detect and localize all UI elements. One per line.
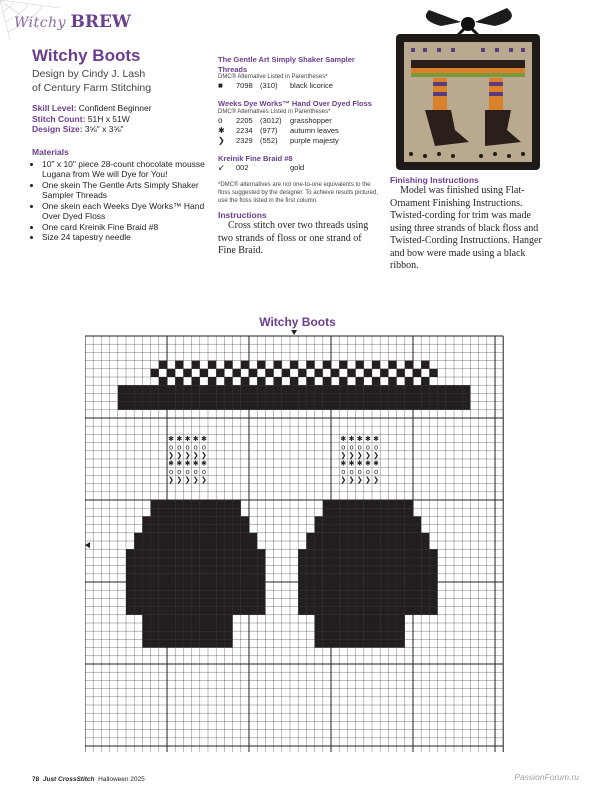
list-item: • One skein The Gentle Arts Simply Shaker Sampler Threads: [42, 180, 222, 201]
design-size: Design Size: 3⅝" x 3⅝": [32, 124, 124, 134]
instructions-heading: Instructions: [218, 210, 267, 220]
svg-text:↙: ↙: [381, 607, 388, 616]
svg-text:↙: ↙: [200, 623, 207, 632]
svg-text:o: o: [341, 443, 346, 452]
list-item: • Size 24 tapestry needle: [42, 232, 222, 243]
instructions-text: Cross stitch over two threads using two strands of floss or one strand of Fine Braid.: [218, 220, 369, 256]
svg-text:❯: ❯: [176, 476, 183, 485]
svg-text:o: o: [357, 467, 362, 476]
svg-text:↙: ↙: [209, 615, 216, 624]
svg-text:o: o: [365, 443, 371, 452]
header-brew: BREW: [70, 12, 132, 32]
svg-text:↙: ↙: [381, 623, 388, 632]
svg-text:o: o: [357, 443, 362, 452]
svg-text:↙: ↙: [364, 599, 371, 608]
svg-text:o: o: [349, 443, 354, 452]
svg-text:❯: ❯: [200, 451, 207, 460]
floss-group-kreinik: Kreinik Fine Braid #8 ↙ 002 gold: [218, 154, 378, 174]
svg-text:✱: ✱: [348, 459, 355, 468]
designer-line-1: Design by Cindy J. Lash: [32, 68, 146, 80]
svg-text:↙: ↙: [192, 615, 199, 624]
svg-text:o: o: [341, 467, 346, 476]
materials-list: [32, 159, 222, 243]
materials-heading: Materials: [32, 146, 69, 157]
list-item: • One card Kreinik Fine Braid #8: [42, 222, 222, 233]
svg-text:↙: ↙: [217, 615, 224, 624]
svg-text:✱: ✱: [364, 459, 371, 468]
svg-text:✱: ✱: [200, 435, 207, 444]
svg-text:✱: ✱: [364, 435, 371, 444]
svg-text:↙: ↙: [381, 615, 388, 624]
svg-text:✱: ✱: [184, 459, 191, 468]
svg-text:❯: ❯: [356, 451, 363, 460]
header-witchy: Witchy: [14, 15, 67, 31]
svg-text:✱: ✱: [348, 435, 355, 444]
floss-row: ↙ 002 gold: [218, 163, 305, 172]
svg-text:✱: ✱: [373, 459, 380, 468]
svg-text:❯: ❯: [176, 451, 183, 460]
svg-text:o: o: [185, 443, 190, 452]
svg-text:↙: ↙: [364, 623, 371, 632]
floss-group-weeks: Weeks Dye Works™ Hand Over Dyed Floss DMC® Alternatives Listed in Parentheses* o 2205 (3012) grasshopper ✱ 2234 (977) autumn leaves ❯ 2329 (552) purple majesty: [218, 99, 378, 146]
svg-text:↙: ↙: [217, 607, 224, 616]
svg-text:❯: ❯: [184, 451, 191, 460]
svg-text:↙: ↙: [209, 599, 216, 608]
svg-text:✱: ✱: [373, 435, 380, 444]
svg-text:❯: ❯: [364, 476, 371, 485]
circle-symbol: o: [218, 115, 223, 125]
svg-text:o: o: [193, 467, 198, 476]
svg-text:o: o: [177, 467, 182, 476]
svg-text:o: o: [193, 443, 198, 452]
svg-text:↙: ↙: [364, 607, 371, 616]
floss-row: ✱ 2234 (977) autumn leaves: [218, 125, 339, 135]
svg-text:o: o: [201, 467, 207, 476]
svg-text:❯: ❯: [192, 451, 199, 460]
svg-text:❯: ❯: [168, 476, 175, 485]
svg-text:↙: ↙: [209, 607, 216, 616]
page-title: Witchy Boots: [32, 46, 141, 65]
svg-text:↙: ↙: [373, 607, 380, 616]
intro-column: [32, 42, 222, 243]
page-footer: [32, 776, 145, 783]
svg-text:↙: ↙: [373, 615, 380, 624]
svg-text:o: o: [177, 443, 182, 452]
svg-text:❯: ❯: [348, 476, 355, 485]
svg-text:↙: ↙: [192, 599, 199, 608]
svg-text:↙: ↙: [381, 599, 388, 608]
floss-row: o 2205 (3012) grasshopper: [218, 115, 332, 125]
svg-text:↙: ↙: [389, 623, 396, 632]
svg-text:↙: ↙: [192, 607, 199, 616]
floss-column: [218, 55, 378, 258]
svg-text:o: o: [168, 443, 174, 452]
center-arrow-top: [291, 330, 297, 335]
svg-text:✱: ✱: [168, 459, 175, 468]
svg-text:✱: ✱: [184, 435, 191, 444]
svg-text:✱: ✱: [176, 459, 183, 468]
svg-text:↙: ↙: [373, 599, 380, 608]
svg-text:o: o: [373, 467, 379, 476]
section-header: [14, 12, 131, 34]
finishing-heading: Finishing Instructions: [390, 175, 479, 185]
svg-text:❯: ❯: [340, 451, 347, 460]
svg-text:↙: ↙: [192, 623, 199, 632]
svg-text:↙: ↙: [373, 623, 380, 632]
svg-text:❯: ❯: [364, 451, 371, 460]
svg-text:o: o: [365, 467, 371, 476]
chart-title: Witchy Boots: [259, 315, 336, 329]
svg-text:↙: ↙: [209, 623, 216, 632]
svg-text:↙: ↙: [217, 599, 224, 608]
svg-text:❯: ❯: [200, 476, 207, 485]
svg-text:✱: ✱: [340, 435, 347, 444]
list-item: • One skein each Weeks Dye Works™ Hand Over Dyed Floss: [42, 201, 222, 222]
asterisk-symbol: ✱: [218, 125, 225, 135]
pattern-meta: [32, 103, 222, 135]
black-square-symbol: ■: [218, 81, 223, 90]
ornament-photo: [389, 2, 547, 174]
svg-text:❯: ❯: [373, 451, 380, 460]
svg-text:✱: ✱: [192, 459, 199, 468]
svg-text:❯: ❯: [348, 451, 355, 460]
magazine-name: Just CrossStitch: [42, 776, 95, 783]
center-arrow-left: [85, 542, 90, 548]
list-item: • 10" x 10" piece 28-count chocolate mousse Lugana from We will Dye for You!: [42, 159, 222, 180]
stitch-count: Stitch Count: 51H x 51W: [32, 113, 130, 124]
svg-text:o: o: [201, 443, 207, 452]
svg-text:❯: ❯: [340, 476, 347, 485]
svg-text:✱: ✱: [176, 435, 183, 444]
svg-text:✱: ✱: [356, 459, 363, 468]
finishing-column: [390, 175, 550, 273]
svg-text:❯: ❯: [192, 476, 199, 485]
page-number: 78: [32, 776, 40, 783]
svg-text:↙: ↙: [217, 623, 224, 632]
svg-text:✱: ✱: [340, 459, 347, 468]
svg-text:↙: ↙: [389, 615, 396, 624]
arrow-symbol: ↙: [218, 163, 225, 172]
svg-text:↙: ↙: [200, 607, 207, 616]
svg-text:✱: ✱: [356, 435, 363, 444]
skill-level: Skill Level: Confident Beginner: [32, 103, 152, 113]
svg-text:❯: ❯: [373, 476, 380, 485]
issue-label: Halloween 2025: [98, 776, 145, 783]
chevron-symbol: ❯: [218, 135, 225, 145]
floss-note: *DMC® alternatives are not one-to-one equivalents to the floss suggested by the designer. To achieve results pictured, use the floss listed in the first column.: [218, 182, 378, 204]
svg-text:❯: ❯: [184, 476, 191, 485]
designer-line-2: of Century Farm Stitching: [32, 82, 152, 94]
floss-row: ❯ 2329 (552) purple majesty: [218, 135, 339, 145]
svg-text:↙: ↙: [389, 607, 396, 616]
svg-text:o: o: [168, 467, 174, 476]
svg-text:↙: ↙: [364, 615, 371, 624]
svg-text:✱: ✱: [168, 435, 175, 444]
floss-group-gentle-art: The Gentle Art Simply Shaker Sampler Threads DMC® Alternative Listed in Parentheses* ■ 7098 (310) black licorice: [218, 55, 378, 91]
cross-stitch-chart: [85, 330, 511, 752]
finishing-text: Model was finished using Flat-Ornament Finishing Instructions. Twisted-cording for trim was made using three strands of black floss and Twisted-Cording Instructions. Hanger and bow were made using a black ribbon.: [390, 185, 542, 271]
watermark: PassionForum.ru: [514, 772, 579, 782]
svg-text:o: o: [185, 467, 190, 476]
svg-text:↙: ↙: [200, 599, 207, 608]
svg-text:↙: ↙: [200, 615, 207, 624]
svg-text:❯: ❯: [356, 476, 363, 485]
svg-text:o: o: [373, 443, 379, 452]
floss-row: ■ 7098 (310) black licorice: [218, 81, 333, 90]
svg-text:❯: ❯: [168, 451, 175, 460]
svg-text:↙: ↙: [389, 599, 396, 608]
svg-text:✱: ✱: [192, 435, 199, 444]
svg-text:✱: ✱: [200, 459, 207, 468]
svg-text:o: o: [349, 467, 354, 476]
